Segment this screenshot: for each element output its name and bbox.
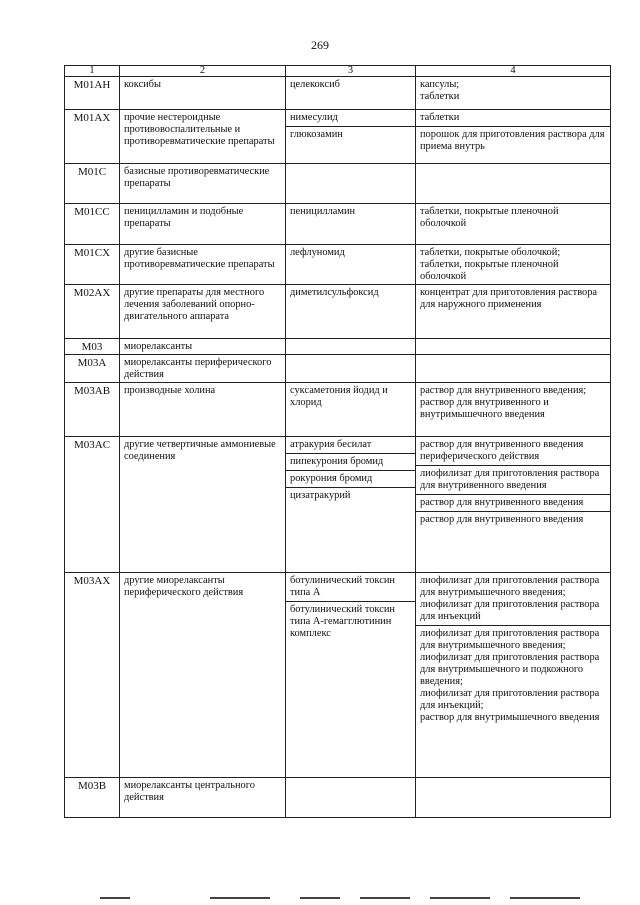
dosage-forms-cell [416,383,611,437]
drug-names-cell [286,245,416,285]
dosage-forms-cell [416,355,611,383]
atc-code: M01C [65,164,120,204]
atc-group-name: производные холина [120,383,286,437]
atc-group-name: другие миорелаксанты периферического действия [120,573,286,778]
dosage-form-group [420,385,607,421]
atc-group-name: миорелаксанты периферического действия [120,355,286,383]
dosage-forms-cell [416,437,611,573]
drug-name: атракурия бесилат [290,439,372,450]
dosage-form: лиофилизат для приготовления раствора для внутримышечного и подкожного введения; [420,652,600,687]
dosage-form-group [420,247,607,283]
dosage-form-group [416,465,610,492]
dosage-form: концентрат для приготовления раствора для наружного применения [420,287,598,310]
dosage-form: раствор для внутривенного введения [420,514,584,525]
drug-name: рокурония бромид [286,470,415,485]
dosage-form-group [420,439,607,463]
page-footer-marks [60,893,580,903]
header-row [65,66,611,77]
drug-names-cell [286,77,416,110]
dosage-form: лиофилизат для приготовления раствора для инъекций [420,599,600,622]
dosage-forms-cell [416,204,611,245]
drug-name: цизатракурий [286,487,415,502]
table-row [65,77,611,110]
atc-group-name: миорелаксанты центрального действия [120,778,286,818]
dosage-form: таблетки, покрытые пленочной оболочкой [420,259,559,282]
drug-names-cell [286,204,416,245]
dosage-form: капсулы; [420,79,460,90]
dosage-form: таблетки, покрытые оболочкой; [420,247,561,258]
table-row [65,204,611,245]
table-row [65,437,611,573]
dosage-form-group [420,112,607,124]
atc-code: M03 [65,339,120,355]
atc-group-name: другие четвертичные аммониевые соединения [120,437,286,573]
dosage-form-group [420,206,607,230]
drug-names-cell [286,355,416,383]
drug-names-cell [286,339,416,355]
drug-names-cell [286,110,416,164]
dosage-form: порошок для приготовления раствора для приема внутрь [420,129,605,152]
drug-names-cell [286,164,416,204]
drug-name: диметилсульфоксид [290,287,379,298]
dosage-form: лиофилизат для приготовления раствора для внутримышечного введения; [420,628,600,651]
dosage-forms-cell [416,778,611,818]
drug-name: лефлуномид [290,247,345,258]
dosage-form: таблетки, покрытые пленочной оболочкой [420,206,559,229]
dosage-form: лиофилизат для приготовления раствора для внутримышечного введения; [420,575,600,598]
header-col-4: 4 [416,66,611,77]
dosage-forms-cell [416,110,611,164]
drug-name: пипекурония бромид [286,453,415,468]
drug-names-cell [286,437,416,573]
dosage-form-group [416,494,610,509]
table-row [65,285,611,339]
dosage-form-group [416,126,610,153]
table-row [65,339,611,355]
drug-names-cell [286,383,416,437]
table-row [65,355,611,383]
atc-group-name: прочие нестероидные противовоспалительные и противоревматические препараты [120,110,286,164]
atc-code: M03A [65,355,120,383]
header-col-3: 3 [286,66,416,77]
atc-code: M03AX [65,573,120,778]
table-row [65,110,611,164]
dosage-form: раствор для внутривенного введения [420,497,584,508]
drug-name: ботулинический токсин типа А [290,575,395,598]
dosage-form: раствор для внутривенного введения; [420,385,587,396]
atc-code: M03AB [65,383,120,437]
dosage-form-group [416,511,610,526]
dosage-form: лиофилизат для приготовления раствора для инъекций; [420,688,600,711]
table-row [65,778,611,818]
dosage-forms-cell [416,77,611,110]
dosage-form: раствор для внутримышечного введения [420,712,600,723]
table-row [65,383,611,437]
dosage-form-group [420,287,607,311]
atc-group-name: коксибы [120,77,286,110]
dosage-form: лиофилизат для приготовления раствора для внутривенного введения [420,468,600,491]
header-col-2: 2 [120,66,286,77]
atc-code: M03B [65,778,120,818]
drug-name: целекоксиб [290,79,340,90]
page-number: 269 [311,38,329,52]
atc-group-name: пеницилламин и подобные препараты [120,204,286,245]
drug-names-cell [286,285,416,339]
drug-names-cell [286,573,416,778]
drug-name: суксаметония йодид и хлорид [290,385,388,408]
drug-names-cell [286,778,416,818]
dosage-forms-cell [416,164,611,204]
drug-name: нимесулид [290,112,338,123]
atc-code: M01CC [65,204,120,245]
atc-group-name: другие базисные противоревматические препараты [120,245,286,285]
drug-name: ботулинический токсин типа А-гемагглютинин комплекс [286,601,415,640]
dosage-form: таблетки [420,91,460,102]
atc-code: M02AX [65,285,120,339]
drug-table [64,65,611,818]
table-row [65,573,611,778]
atc-code: M01CX [65,245,120,285]
header-col-1: 1 [65,66,120,77]
dosage-form: раствор для внутривенного введения периферического действия [420,439,584,462]
dosage-form: таблетки [420,112,460,123]
drug-name: глюкозамин [286,126,415,141]
dosage-forms-cell [416,285,611,339]
dosage-forms-cell [416,245,611,285]
atc-group-name: базисные противоревматические препараты [120,164,286,204]
dosage-forms-cell [416,339,611,355]
atc-code: M03AC [65,437,120,573]
atc-code: M01AH [65,77,120,110]
table-row [65,164,611,204]
atc-group-name: миорелаксанты [120,339,286,355]
dosage-forms-cell [416,573,611,778]
dosage-form: раствор для внутривенного и внутримышечного введения [420,397,549,420]
atc-code: M01AX [65,110,120,164]
dosage-form-group [420,575,607,623]
drug-name: пеницилламин [290,206,356,217]
atc-group-name: другие препараты для местного лечения заболеваний опорно-двигательного аппарата [120,285,286,339]
dosage-form-group [416,625,610,724]
dosage-form-group [420,79,607,103]
table-row [65,245,611,285]
